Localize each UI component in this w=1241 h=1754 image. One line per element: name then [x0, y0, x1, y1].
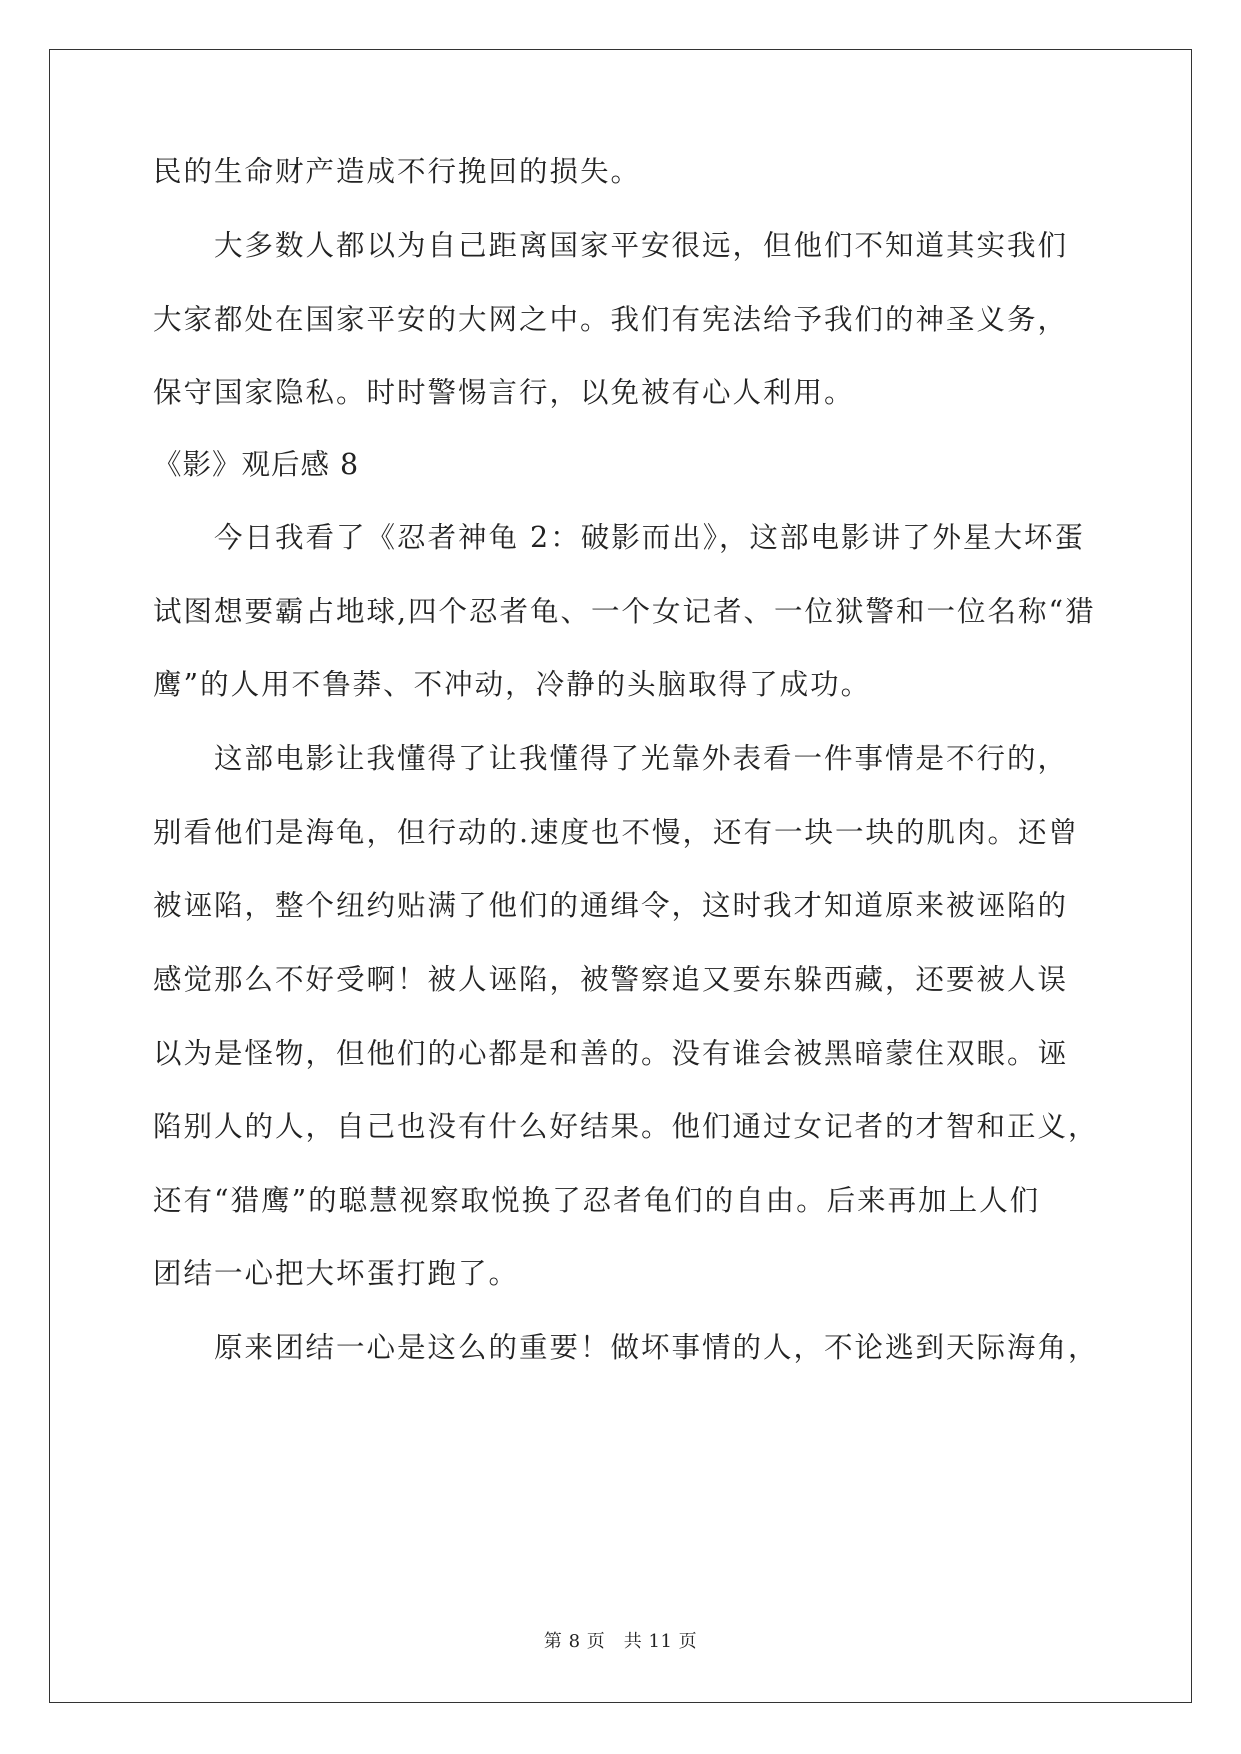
body-line: 大家都处在国家平安的大网之中。我们有宪法给予我们的神圣义务， — [153, 303, 1069, 336]
body-line: 别看他们是海龟，但行动的.速度也不慢，还有一块一块的肌肉。还曾 — [153, 816, 1080, 849]
body-line: 保守国家隐私。时时警惕言行，以免被有心人利用。 — [153, 376, 855, 409]
paragraph-first-line: 这部电影让我懂得了让我懂得了光靠外表看一件事情是不行的， — [214, 742, 1069, 775]
body-line: 试图想要霸占地球,四个忍者龟、一个女记者、一位狱警和一位名称“猎 — [153, 595, 1096, 628]
body-line: 以为是怪物，但他们的心都是和善的。没有谁会被黑暗蒙住双眼。诬 — [153, 1037, 1069, 1070]
body-line: 团结一心把大坏蛋打跑了。 — [153, 1257, 520, 1290]
paragraph-first-line: 大多数人都以为自己距离国家平安很远，但他们不知道其实我们 — [214, 229, 1069, 262]
paragraph-first-line: 今日我看了《忍者神龟 2：破影而出》，这部电影讲了外星大坏蛋 — [214, 521, 1085, 554]
body-line: 感觉那么不好受啊！被人诬陷，被警察追又要东躲西藏，还要被人误 — [153, 963, 1069, 996]
page-number-footer: 第 8 页 共 11 页 — [543, 1631, 698, 1652]
paragraph-first-line: 原来团结一心是这么的重要！做坏事情的人，不论逃到天际海角， — [214, 1331, 1099, 1364]
section-heading: 《影》观后感 8 — [153, 448, 360, 481]
body-line: 还有“猎鹰”的聪慧视察取悦换了忍者龟们的自由。后来再加上人们 — [153, 1184, 1041, 1217]
body-line: 民的生命财产造成不行挽回的损失。 — [153, 155, 642, 188]
page-border — [49, 49, 1192, 1703]
body-line: 鹰”的人用不鲁莽、不冲动，冷静的头脑取得了成功。 — [153, 668, 872, 701]
body-line: 陷别人的人，自己也没有什么好结果。他们通过女记者的才智和正义， — [153, 1110, 1099, 1143]
body-line: 被诬陷，整个纽约贴满了他们的通缉令，这时我才知道原来被诬陷的 — [153, 889, 1069, 922]
